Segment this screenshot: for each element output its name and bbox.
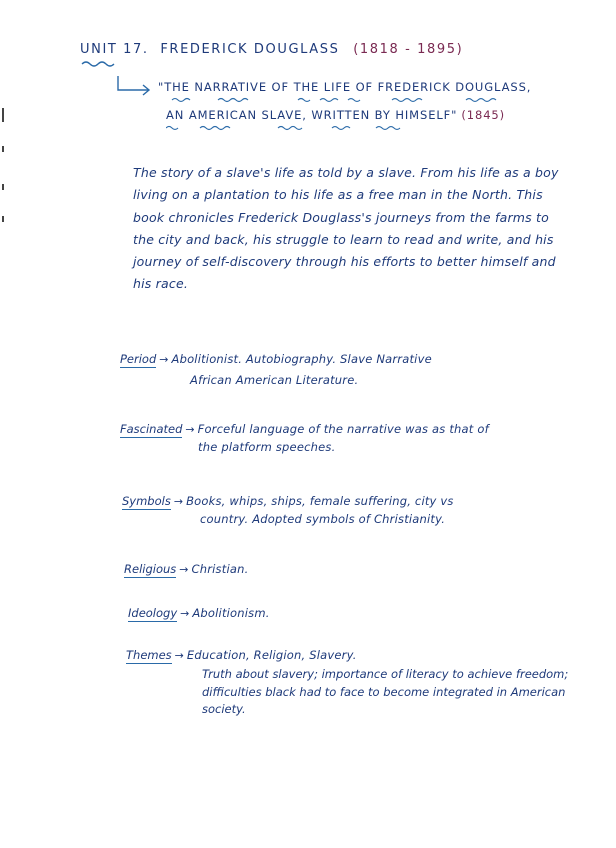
note-text: Abolitionism. [192,606,270,620]
margin-mark [2,184,4,190]
arrow-icon: → [173,495,184,508]
note-themes [126,644,357,663]
book-title-text: AN AMERICAN SLAVE, WRITTEN BY HIMSELF" [166,108,458,122]
note-symbols [122,490,454,509]
note-period-cont: African American Literature. [190,373,359,387]
note-text: Education, Religion, Slavery. [186,648,357,662]
unit-title [80,42,463,57]
note-themes-detail: Truth about slavery; importance of literacy to achieve freedom; difficulties black had to face to become integrated in American society. [202,667,569,716]
unit-number: UNIT 17. [80,42,149,57]
margin-mark [2,146,4,152]
book-title-line-1: "THE NARRATIVE OF THE LIFE OF FREDERICK DOUGLASS, [158,80,532,94]
margin-mark [2,108,4,122]
margin-mark [2,216,4,222]
note-label: Themes [126,648,172,662]
author-dates: (1818 - 1895) [353,42,464,57]
note-fascinated-cont: the platform speeches. [198,440,336,454]
note-label: Ideology [128,606,178,620]
arrow-icon: → [185,423,195,436]
underline-squiggle [80,60,132,68]
note-text: Christian. [191,562,249,576]
note-period [120,348,432,367]
note-label: Religious [124,562,177,576]
note-ideology [128,602,270,621]
note-label: Period [120,352,157,366]
arrow-icon: → [180,607,190,620]
note-symbols-cont: country. Adopted symbols of Christianity. [200,512,446,526]
arrow-icon: → [159,353,169,366]
underline-squiggles [166,124,466,132]
note-text: Forceful language of the narrative was as that of [197,422,489,436]
note-religious [124,558,248,577]
book-year: (1845) [461,108,506,122]
note-label: Fascinated [120,422,183,436]
book-summary: The story of a slave's life as told by a slave. From his life as a boy living on a plantation to his life as a free man in the North. This book chronicles Frederick Douglass's journeys from the farms to the city and back, his struggle to learn to read and write, and his journey of self-discovery through his efforts to better himself and his race. [133,165,559,292]
underline-squiggles [170,96,530,104]
note-text: Abolitionist. Autobiography. Slave Narrative [171,352,432,366]
note-text: Books, whips, ships, female suffering, city vs [186,494,454,508]
arrow-icon: → [174,649,184,662]
book-title-line-2 [166,108,505,122]
arrow-icon: → [179,563,189,576]
note-fascinated [120,418,489,437]
author-name: FREDERICK DOUGLASS [160,42,340,57]
arrow-icon [112,74,162,100]
note-label: Symbols [122,494,171,508]
